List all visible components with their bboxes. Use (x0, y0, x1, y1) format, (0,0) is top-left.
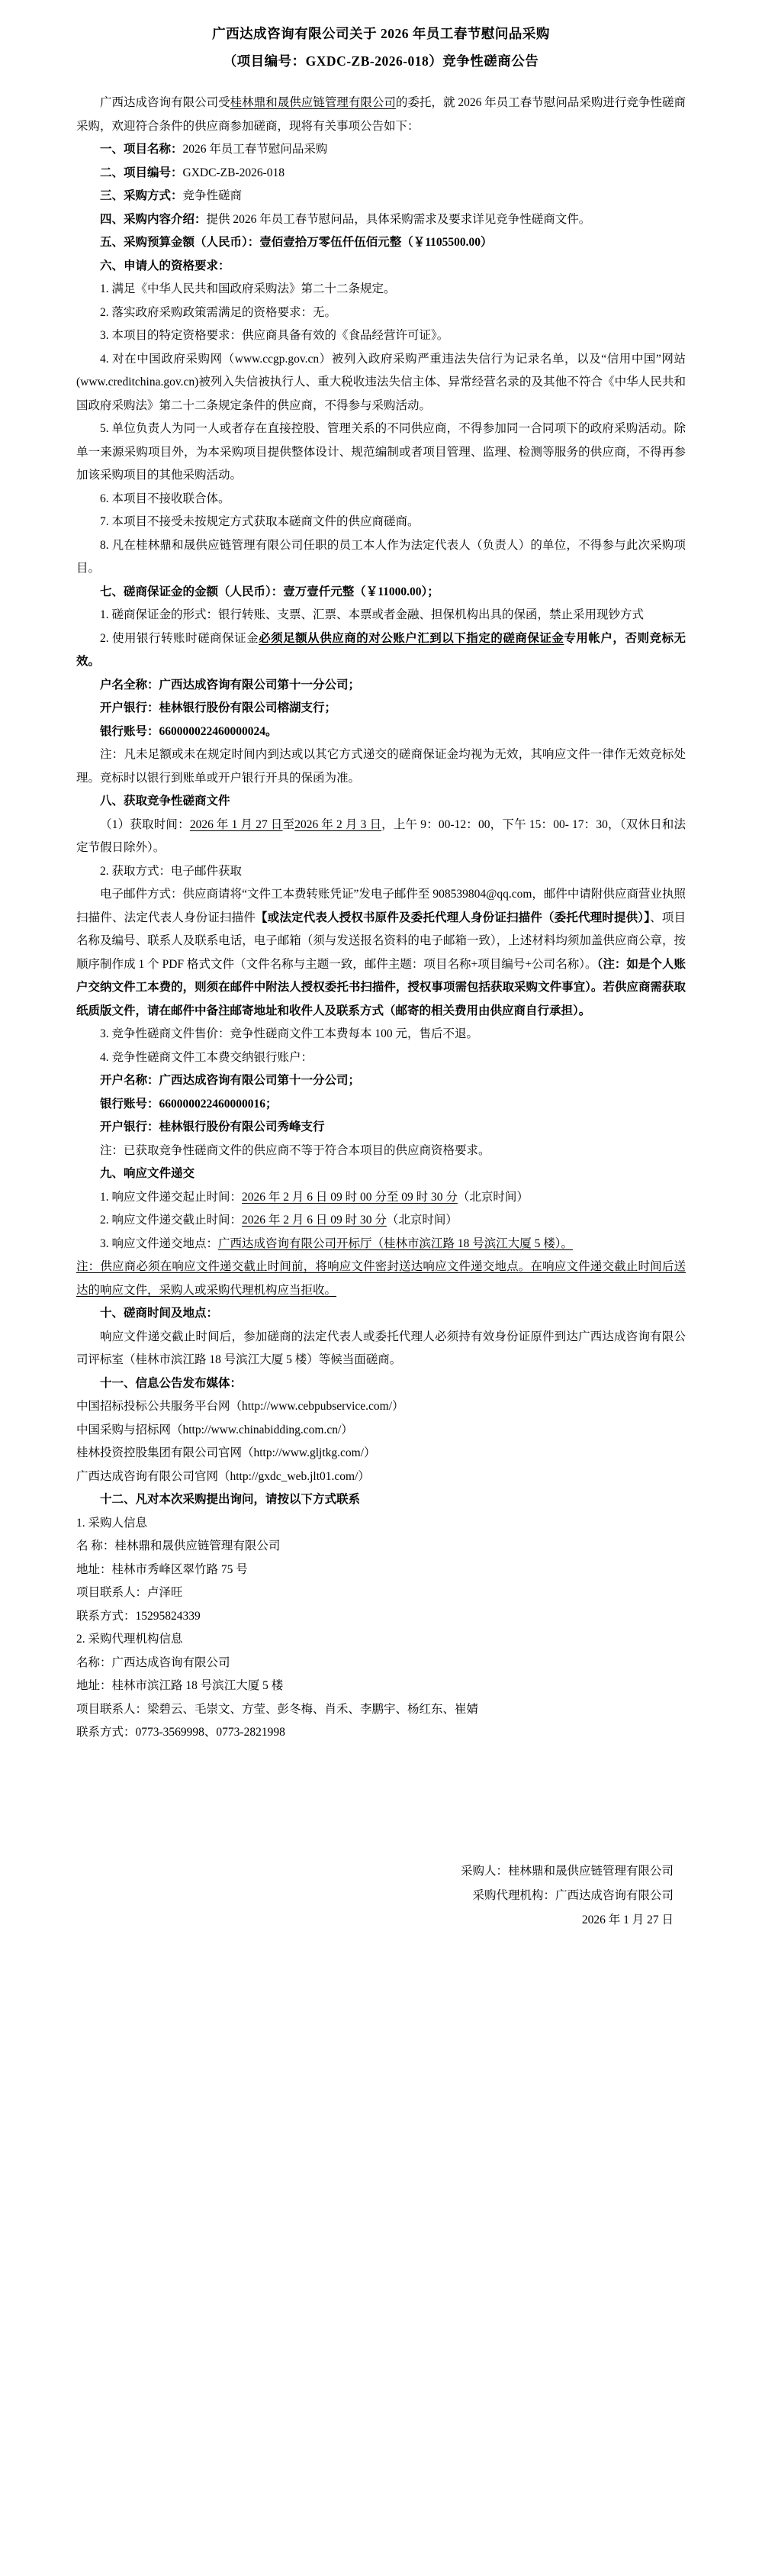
section-1-value: 2026 年员工春节慰问品采购 (182, 143, 328, 156)
submission-deadline-label: 2. 响应文件递交截止时间： (100, 1214, 243, 1227)
buyer-name-row (76, 1535, 686, 1559)
acquisition-method: 2. 获取方式：电子邮件获取 (100, 864, 243, 878)
qualification-item: 5. 单位负责人为同一人或者存在直接控股、管理关系的不同供应商，不得参加同一合同项下的政府采购活动。除单一来源采购项目外，为本采购项目提供整体设计、规范编制或者项目管理、监理、检测等服务的供应商，不得再参加该采购项目的其他采购活动。 (76, 422, 686, 482)
submission-period (76, 1186, 686, 1210)
submission-period-suffix: （北京时间） (457, 1190, 529, 1204)
agent-contact-label: 项目联系人： (76, 1702, 148, 1716)
footer-date: 2026 年 1 月 27 日 (581, 1913, 674, 1926)
deposit-account-no-row (76, 721, 686, 744)
agent-contact-value: 梁碧云、毛崇文、方莹、彭冬梅、肖禾、李鹏宇、杨红东、崔婧 (147, 1702, 479, 1716)
budget-amount: 壹佰壹拾万零伍仟伍佰元整（￥1105500.00） (259, 236, 493, 249)
buyer-name-value: 桂林鼎和晟供应链管理有限公司 (114, 1539, 281, 1552)
buyer-phone-row (76, 1605, 686, 1629)
buyer-info-heading: 1. 采购人信息 (76, 1516, 148, 1530)
signature-block (76, 1859, 686, 1933)
acquisition-time-prefix: （1）获取时间： (100, 817, 190, 831)
fee-account-name-row (76, 1069, 686, 1093)
submission-period-value: 2026 年 2 月 6 日 09 时 00 分至 09 时 30 分 (242, 1190, 458, 1204)
fee-account-bank-row (76, 1116, 686, 1140)
agent-phone-value: 0773-3569998、0773-2821998 (135, 1726, 285, 1739)
submission-deadline-suffix: （北京时间） (386, 1214, 458, 1227)
media-item: 中国招标投标公共服务平台网（http://www.cebpubservice.com/） (76, 1400, 404, 1413)
section-11-label: 十一、信息公告发布媒体： (100, 1376, 243, 1390)
section-4-label: 四、采购内容介绍： (100, 212, 207, 226)
buyer-address-value: 桂林市秀峰区翠竹路 75 号 (111, 1562, 248, 1576)
email-method-c: 、项目名称及编号、联系人及联系电话，电子邮箱（须与发送报名资料的电子邮箱一致），上述材料均须加盖供应商公章，按顺序制作成 1 个 PDF 格式文件（文件名称与主题一致，邮件主题：项目名称+项目编号+公司名称）。 (76, 911, 686, 971)
agent-name-label: 名称： (76, 1656, 112, 1669)
media-item: 桂林投资控股集团有限公司官网（http://www.gljtkg.com/） (76, 1446, 376, 1459)
submission-deadline-value: 2026 年 2 月 6 日 09 时 30 分 (242, 1214, 387, 1227)
deposit-account-no: 660000022460000024。 (159, 724, 278, 738)
negotiation-detail: 响应文件递交截止时间后，参加磋商的法定代表人或委托代理人必须持有效身份证原件到达广西达成咨询有限公司评标室（桂林市滨江路 18 号滨江大厦 5 楼）等候当面磋商。 (76, 1330, 686, 1366)
submission-note (76, 1256, 686, 1302)
page-title (76, 20, 686, 75)
acquisition-start-date: 2026 年 1 月 27 日 (189, 817, 283, 831)
buyer-contact-row (76, 1581, 686, 1605)
document-fee-account-heading: 4. 竞争性磋商文件工本费交纳银行账户： (100, 1050, 313, 1064)
intro-paragraph (76, 92, 686, 138)
section-procurement-method (76, 185, 686, 208)
agent-contact-row (76, 1698, 686, 1722)
deposit-account-name-row (76, 674, 686, 698)
deposit-amount: 壹万壹仟元整（￥11000.00）； (283, 585, 439, 598)
document-price: 3. 竞争性磋商文件售价：竞争性磋商文件工本费每本 100 元，售后不退。 (100, 1027, 479, 1040)
acquisition-time-suffix: ，上午 9：00-12：00，下午 15：00- 17：30，（双休日和法定节假日除外）。 (76, 817, 686, 854)
section-3-label: 三、采购方式： (100, 189, 183, 202)
email-method-paragraph (76, 883, 686, 1023)
fee-account-name: 广西达成咨询有限公司第十一分公司； (159, 1074, 361, 1087)
deposit-transfer-item (76, 627, 686, 674)
buyer-contact-label: 项目联系人： (76, 1586, 148, 1599)
fee-account-no-row (76, 1093, 686, 1117)
qualification-item: 8. 凡在桂林鼎和晟供应链管理有限公司任职的员工本人作为法定代表人（负责人）的单位，不得参与此次采购项目。 (76, 538, 686, 575)
submission-location-label: 3. 响应文件递交地点： (100, 1236, 219, 1250)
intro-before: 广西达成咨询有限公司受 (100, 96, 230, 109)
section-project-number (76, 162, 686, 185)
section-1-label: 一、项目名称： (100, 143, 183, 156)
deposit-account-name: 广西达成咨询有限公司第十一分公司； (159, 678, 361, 692)
section-12-label: 十二、凡对本次采购提出询问，请按以下方式联系 (100, 1493, 361, 1506)
section-procurement-content (76, 208, 686, 232)
document-acquisition-time (76, 814, 686, 860)
qualification-item: 2. 落实政府采购政策需满足的资格要求：无。 (100, 305, 337, 319)
deposit-transfer-emphasis: 必须足额从供应商的对公账户汇到以下指定的磋商保证金 (259, 631, 564, 645)
qualification-item: 1. 满足《中华人民共和国政府采购法》第二十二条规定。 (100, 282, 396, 295)
deposit-form-item: 1. 磋商保证金的形式：银行转账、支票、汇票、本票或者金融、担保机构出具的保函，禁止采用现钞方式 (100, 608, 645, 621)
intro-after: 的委托，就 2026 年员工春节慰问品采购进行竞争性磋商采购，欢迎符合条件的供应商参加磋商，现将有关事项公告如下： (76, 96, 686, 133)
deposit-account-name-label: 户名全称： (100, 678, 159, 692)
fee-account-no-label: 银行账号： (100, 1097, 159, 1111)
buyer-phone-value: 15295824339 (135, 1609, 201, 1623)
client-name: 桂林鼎和晟供应链管理有限公司 (230, 96, 396, 109)
title-line-1: 广西达成咨询有限公司关于 2026 年员工春节慰问品采购 (212, 26, 550, 41)
section-2-label: 二、项目编号： (100, 166, 183, 179)
section-budget (76, 231, 686, 255)
buyer-address-label: 地址： (76, 1562, 112, 1576)
fee-account-name-label: 开户名称： (100, 1074, 159, 1087)
footer-buyer: 采购人：桂林鼎和晟供应链管理有限公司 (460, 1864, 674, 1878)
section-7-label: 七、磋商保证金的金额（人民币）： (100, 585, 284, 598)
media-item: 广西达成咨询有限公司官网（http://gxdc_web.jlt01.com/） (76, 1469, 370, 1483)
acquisition-end-date: 2026 年 2 月 3 日 (294, 817, 382, 831)
agent-address-label: 地址： (76, 1679, 112, 1692)
deposit-bank-name: 桂林银行股份有限公司榕湖支行； (159, 701, 337, 714)
title-line-2: （项目编号：GXDC-ZB-2026-018）竞争性磋商公告 (223, 53, 539, 69)
agent-address-row (76, 1675, 686, 1698)
submission-period-label: 1. 响应文件递交起止时间： (100, 1190, 243, 1204)
qualification-item: 4. 对在中国政府采购网（www.ccgp.gov.cn）被列入政府采购严重违法失信行为记录名单，以及“信用中国”网站(www.creditchina.gov.cn)被列入失信被执行人、重大税收违法失信主体、异常经营名录的及其他不符合《中华人民共和国政府采购法》第二十二条规定条件的供应商，不得参与采购活动。 (76, 352, 686, 412)
fee-account-no: 660000022460000016； (159, 1097, 278, 1111)
section-2-value: GXDC-ZB-2026-018 (182, 166, 285, 179)
media-item: 中国采购与招标网（http://www.chinabidding.com.cn/） (76, 1423, 353, 1436)
deposit-bank-row (76, 697, 686, 721)
submission-deadline (76, 1209, 686, 1233)
email-method-a: 电子邮件方式：供应商请将“文件工本费转账凭证”发电子邮件至 908539804@qq.com，邮件中请附供应商营业执照扫描件、法定代表人身份证扫描件 (76, 888, 686, 924)
deposit-bank-label: 开户银行： (100, 701, 159, 714)
section-3-value: 竞争性磋商 (182, 189, 243, 202)
section-deposit (76, 581, 686, 605)
agent-info-heading: 2. 采购代理机构信息 (76, 1633, 183, 1646)
agent-name-row (76, 1652, 686, 1675)
deposit-note: 注：凡未足额或未在规定时间内到达或以其它方式递交的磋商保证金均视为无效，其响应文件一律作无效竞标处理。竞标时以银行到账单或开户银行开具的保函为准。 (76, 748, 686, 785)
section-4-value: 提供 2026 年员工春节慰问品，具体采购需求及要求详见竞争性磋商文件。 (206, 212, 591, 226)
section-6-label: 六、申请人的资格要求： (100, 259, 230, 272)
submission-location (76, 1233, 686, 1256)
footer-agent: 采购代理机构：广西达成咨询有限公司 (472, 1888, 674, 1902)
document-acquisition-note: 注：已获取竞争性磋商文件的供应商不等于符合本项目的供应商资格要求。 (100, 1143, 490, 1157)
submission-note-text: 注：供应商必须在响应文件递交截止时间前，将响应文件密封送达响应文件递交地点。在响应文件递交截止时间后送达的响应文件，采购人或采购代理机构应当拒收。 (76, 1260, 686, 1297)
buyer-address-row (76, 1559, 686, 1582)
agent-name-value: 广西达成咨询有限公司 (111, 1656, 230, 1669)
qualification-item: 7. 本项目不接受未按规定方式获取本磋商文件的供应商磋商。 (100, 515, 420, 528)
fee-account-bank-label: 开户银行： (100, 1120, 159, 1133)
acquisition-time-middle: 至 (282, 817, 295, 831)
deposit-account-no-label: 银行账号： (100, 724, 159, 738)
section-9-label: 九、响应文件递交 (100, 1167, 195, 1180)
email-method-d: （注：如是个人账户交纳文件工本费的，则须在邮件中附法人授权委托书扫描件，授权事项需包括获取采购文件事宜）。若供应商需获取纸质版文件，请在邮件中备注邮寄地址和收件人及联系方式（邮寄的相关费用由供应商自行承担）。 (76, 957, 686, 1017)
section-project-name (76, 138, 686, 162)
qualification-item: 3. 本项目的特定资格要求：供应商具备有效的《食品经营许可证》。 (100, 329, 449, 342)
agent-phone-row (76, 1721, 686, 1745)
deposit-transfer-a: 2. 使用银行转账时磋商保证金 (100, 631, 259, 645)
qualification-item: 6. 本项目不接收联合体。 (100, 492, 230, 505)
deposit-transfer-b: 专用帐户，否则竞标无效。 (76, 631, 686, 668)
section-8-label: 八、获取竞争性磋商文件 (100, 795, 230, 808)
email-method-b: 【或法定代表人授权书原件及委托代理人身份证扫描件（委托代理时提供）】 (256, 911, 651, 924)
buyer-contact-value: 卢泽旺 (147, 1586, 183, 1599)
agent-address-value: 桂林市滨江路 18 号滨江大厦 5 楼 (111, 1679, 284, 1692)
buyer-phone-label: 联系方式： (76, 1609, 136, 1623)
section-5-label: 五、采购预算金额（人民币）： (100, 236, 260, 249)
section-10-label: 十、磋商时间及地点： (100, 1307, 219, 1320)
buyer-name-label: 名 称： (76, 1539, 115, 1552)
submission-location-value: 广西达成咨询有限公司开标厅（桂林市滨江路 18 号滨江大厦 5 楼）。 (218, 1236, 574, 1250)
fee-account-bank: 桂林银行股份有限公司秀峰支行 (159, 1120, 325, 1133)
agent-phone-label: 联系方式： (76, 1726, 136, 1739)
